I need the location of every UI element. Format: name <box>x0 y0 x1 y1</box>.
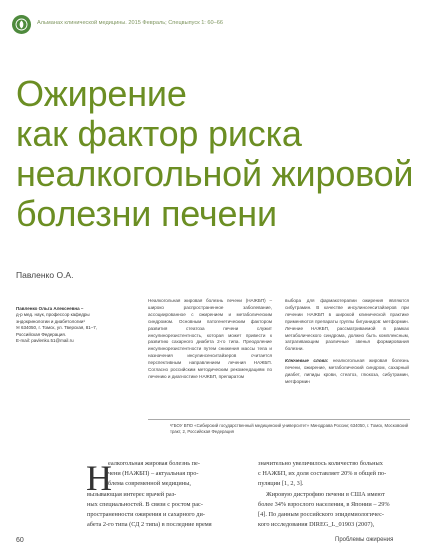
body-line: вызывающая интерес врачей раз- <box>87 490 177 498</box>
author-info <box>16 306 131 344</box>
body-line: кого исследования DIREG_L_01903 (2007), <box>258 521 375 529</box>
keywords-block <box>285 358 409 386</box>
abstract-column-1: Неалкогольная жировая болезнь печени (НАЖБП) – широко распространенное заболевание, ассоциированное с ожирением и метаболическим синдромом. Основным патогенетическим фактором развития стеатоза печени служит инсулинорезистентность, которая может привести к развитию сахарного диабета 2-го типа. Преодоление инсулинорезистентности путем снижения массы тела и назначения инсулинсенситайзеров считается перспективным направлением лечения НАЖБП. Согласно российским методическим рекомендациям по лечению и диагностике НАЖБП, препаратом <box>148 298 272 379</box>
abstract-column-2 <box>285 298 409 386</box>
title-line: как фактор риска <box>16 113 302 154</box>
body-line: чени (НАЖБП) – актуальная про- <box>108 470 199 478</box>
body-line: более 34% взрослого населения, в Японии – 29% <box>258 500 390 508</box>
body-line: [4]. По данным российского эпидемиологичес- <box>258 511 385 519</box>
author-fullname: Павленко Ольга Алексеевна – <box>16 306 84 311</box>
section-title: Проблемы ожирения <box>335 537 394 543</box>
body-line: еалкогольная жировая болезнь пе- <box>108 460 200 467</box>
body-column-2 <box>258 459 398 530</box>
body-line: значительно увеличилось количество больных <box>258 460 383 467</box>
body-line: блема современной медицины, <box>108 480 191 488</box>
title-line: Ожирение <box>16 73 187 114</box>
affiliation-footnote: ¹ГБОУ ВПО «Сибирский государственный медицинский университет» Минздрава России; 634050, г. Томск, Московский тракт, 2, Российская Федерация <box>170 423 409 435</box>
author-info-line: эндокринологии и диабетологии¹ <box>16 318 85 324</box>
keywords-text: неалкогольная жировая болезнь печени, ожирение, метаболический синдром, сахарный диабет, липиды крови, стеатоз, глюкоза, сибутрамин, метформин <box>285 358 409 384</box>
body-line: Жировую дистрофию печени в США имеют <box>266 490 385 498</box>
keywords-label: Ключевые слова: <box>285 358 329 364</box>
author-address: ✉ 634050, г. Томск, ул. Тверская, 81–7, <box>16 325 98 331</box>
body-column-1 <box>87 459 212 530</box>
journal-header: Альманах клинической медицины. 2015 Февраль; Спецвыпуск 1: 60–66 <box>37 20 223 26</box>
author-info-line: д-р мед. наук, профессор кафедры <box>16 312 90 318</box>
page-number: 60 <box>16 537 24 544</box>
journal-logo <box>12 15 31 34</box>
author-email[interactable]: E-mail: pavlenko.51@mail.ru <box>16 338 74 344</box>
body-line: пуляции [1, 2, 3]. <box>258 480 304 488</box>
body-line: с НАЖБП, их доля составляет 20% в общей по- <box>258 470 387 478</box>
footnote-divider <box>148 419 410 420</box>
body-line: ных специальностей. В связи с ростом рас- <box>87 500 203 508</box>
body-line: абета 2-го типа (СД 2 типа) в последние время <box>87 521 212 529</box>
title-line: неалкогольной жировой <box>16 153 414 194</box>
drop-cap: Н <box>86 458 112 498</box>
author-info-line: Российская Федерация. <box>16 331 67 337</box>
abstract-text: выбора для фармакотерапии ожирения являются сибутрамин. В качестве инсулинсенситайзеров при лечении НАЖБП в широкой клинической практике применяются препараты группы бигуанидов: метформин. Лечение НАЖБП, рассматриваемой в рамках метаболического синдрома, должно быть комплексным, затрагивающим различные звенья формирования болезни. <box>285 298 409 352</box>
leaf-icon <box>15 18 28 31</box>
body-line: пространенности ожирения и сахарного ди- <box>87 511 205 519</box>
author-name: Павленко О.А. <box>16 270 74 280</box>
article-title <box>16 74 416 234</box>
title-line: болезни печени <box>16 193 277 234</box>
